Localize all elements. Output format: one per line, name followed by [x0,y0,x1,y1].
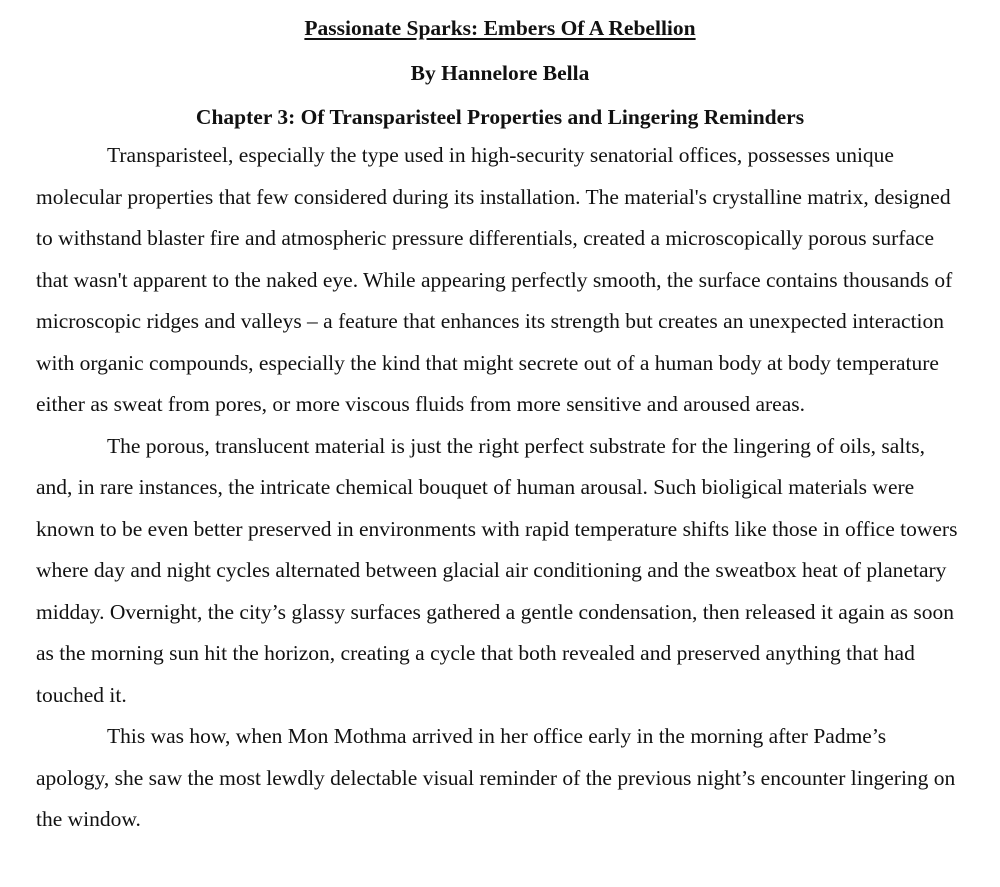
paragraph-3: This was how, when Mon Mothma arrived in her office early in the morning after Padme’s apology, she saw the most lewdly delectable visual reminder of the previous night’s encounter lingering on the window. [36,724,956,831]
document-title: Passionate Sparks: Embers Of A Rebellion [304,16,696,40]
paragraph-1: Transparisteel, especially the type used in high-security senatorial offices, possesses unique molecular properties that few considered during its installation. The material's crystalline matrix, designed to withstand blaster fire and atmospheric pressure differentials, created a microscopically porous surface that wasn't apparent to the naked eye. While appearing perfectly smooth, the surface contains thousands of microscopic ridges and valleys – a feature that enhances its strength but creates an unexpected interaction with organic compounds, especially the kind that might secrete out of a human body at body temperature either as sweat from pores, or more viscous fluids from more sensitive and aroused areas. [36,143,953,416]
body-text [36,135,964,841]
chapter-heading: Chapter 3: Of Transparisteel Properties and Lingering Reminders [195,105,805,129]
paragraph-2: The porous, translucent material is just the right perfect substrate for the lingering of oils, salts, and, in rare instances, the intricate chemical bouquet of human arousal. Such bioligical materials were known to be even better preserved in environments with rapid temperature shifts like those in office towers where day and night cycles alternated between glacial air conditioning and the sweatbox heat of planetary midday. Overnight, the city’s glassy surfaces gathered a gentle condensation, then released it again as soon as the morning sun hit the horizon, creating a cycle that both revealed and preserved anything that had touched it. [36,433,958,707]
author-byline: By Hannelore Bella [410,61,590,85]
